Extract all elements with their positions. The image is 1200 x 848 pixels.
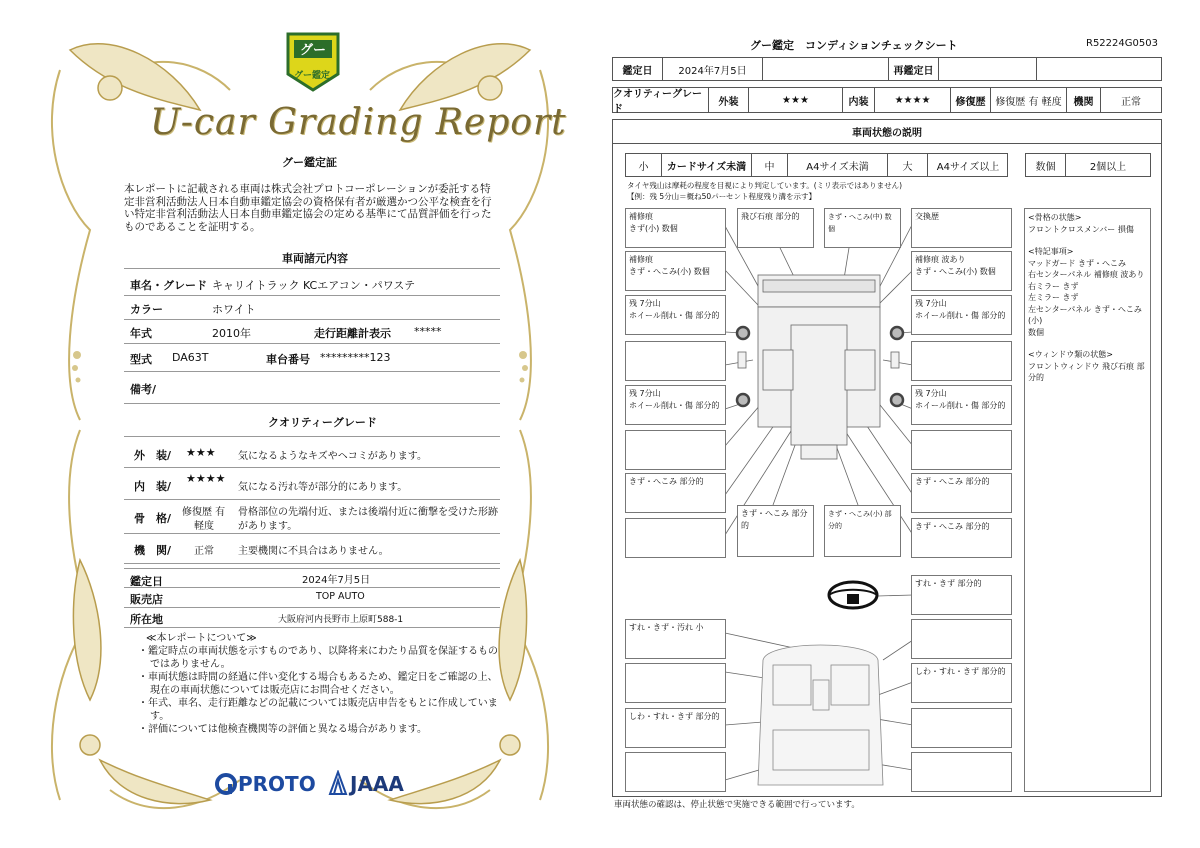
report-subtitle: グー鑑定証 xyxy=(282,156,337,169)
callout-right-tailgate: きず・へこみ 部分的 xyxy=(911,518,1012,558)
tire-note-2: 【例：残 5分山＝概ね50パーセント程度残り溝を示す】 xyxy=(627,192,817,201)
type-label: 型式 xyxy=(130,353,152,366)
callout-interior-seat-left: しわ・すれ・きず 部分的 xyxy=(625,708,726,748)
repair-label: 修復歴 xyxy=(951,88,991,112)
note-item: ・年式、車名、走行距離などの記載については販売店申告をもとに作成しています。 xyxy=(138,698,498,722)
callout-interior-right: しわ・すれ・きず 部分的 xyxy=(911,663,1012,703)
side-note-line: 数個 xyxy=(1028,327,1044,337)
interior-label: 内 装/ xyxy=(134,480,172,493)
callout-front-right: 交換歴 xyxy=(911,208,1012,248)
frame-value-2: 軽度 xyxy=(194,521,214,532)
count-label: 数個 xyxy=(1026,154,1066,176)
note-item: ・評価については他検査機関等の評価と異なる場合があります。 xyxy=(138,724,427,735)
callout-interior-seat-right xyxy=(911,708,1012,748)
repair-value: 修復歴 有 軽度 xyxy=(991,88,1067,112)
callout-interior-rear-left xyxy=(625,752,726,792)
appraisal-date-value: 2024年7月5日 xyxy=(302,575,371,586)
side-notes-panel xyxy=(1024,208,1151,792)
callout-rear-center-right: きず・へこみ(小) 部分的 xyxy=(824,505,901,557)
frame-value-1: 修復歴 有 xyxy=(182,507,226,518)
side-note-line: フロントウィンドウ 飛び石痕 部分的 xyxy=(1028,361,1145,382)
steering-wheel-icon xyxy=(829,582,877,608)
callout-front-center-left: 飛び石痕 部分的 xyxy=(737,208,814,248)
callout-rear-center-left: きず・へこみ 部分的 xyxy=(737,505,814,557)
quality-row-frame xyxy=(124,500,500,534)
address-value: 大阪府河内長野市上原町588-1 xyxy=(278,615,404,625)
color-label: カラー xyxy=(130,303,163,316)
callout-interior-left xyxy=(625,663,726,703)
model-value: キャリイトラック KCエアコン・パワステ xyxy=(212,279,416,292)
spec-row-year xyxy=(124,320,500,344)
side-note-line: 左ミラー きず xyxy=(1028,293,1079,302)
report-title: U-car Grading Report xyxy=(150,102,567,143)
sheet-id: R52224G0503 xyxy=(1086,38,1158,49)
engine-label: 機 関/ xyxy=(134,544,172,557)
engine-value: 正常 xyxy=(1121,96,1141,108)
side-note-line: <特記事項> xyxy=(1028,247,1074,256)
dealer-label: 販売店 xyxy=(130,593,163,606)
callout-right-rear-wheel: 残 7分山 ホイール削れ・傷 部分的 xyxy=(911,385,1012,425)
condition-panel xyxy=(612,119,1162,797)
sheet-title: グー鑑定 コンディションチェックシート xyxy=(750,39,958,52)
date-label: 鑑定日 xyxy=(613,58,663,80)
frame-comment-2: があります。 xyxy=(238,521,298,532)
grade-row xyxy=(612,87,1162,113)
address-row xyxy=(124,608,500,628)
appraisal-date-label: 鑑定日 xyxy=(130,575,163,588)
note-item: ・車両状態は時間の経過に伴い変化する場合もあるため、鑑定日をご確認の上、現在の車両状態については販売店にお問合せください。 xyxy=(138,672,498,696)
mileage-value: ***** xyxy=(414,325,442,338)
callout-right-bed xyxy=(911,430,1012,470)
chassis-label: 車台番号 xyxy=(266,353,310,366)
side-note-line: 左センターパネル きず・へこみ(小) xyxy=(1028,304,1142,325)
notes-heading: ≪本レポートについて≫ xyxy=(146,633,257,644)
note-item: ・鑑定時点の車両状態を示すものであり、以降将来にわたり品質を保証するものではありません。 xyxy=(138,646,498,670)
dealer-row xyxy=(124,588,500,608)
size-large-desc: A4サイズ以上 xyxy=(936,161,1000,173)
exterior-label: 外 装/ xyxy=(134,449,172,462)
size-small-desc: カードサイズ未満 xyxy=(662,154,752,176)
color-value: ホワイト xyxy=(212,303,256,316)
spec-row-type xyxy=(124,344,500,372)
jaaa-brand: JAAA xyxy=(350,772,404,796)
report-notes xyxy=(138,632,498,736)
callout-interior-front-left: すれ・きず・汚れ 小 xyxy=(625,619,726,659)
redate-label: 再鑑定日 xyxy=(889,58,939,80)
side-note-line: <ウィンドウ類の状態> xyxy=(1028,350,1113,359)
callout-right-rear: きず・へこみ 部分的 xyxy=(911,473,1012,513)
callout-steering: すれ・きず 部分的 xyxy=(911,575,1012,615)
quality-row-exterior xyxy=(124,436,500,468)
engine-value: 正常 xyxy=(194,546,214,557)
exterior-comment: 気になるようなキズやヘコミがあります。 xyxy=(238,451,427,462)
svg-text:グー: グー xyxy=(299,43,327,58)
interior-comment: 気になる汚れ等が部分的にあります。 xyxy=(238,482,408,493)
proto-brand: PROTO xyxy=(238,772,316,796)
logo-text: グー鑑定 xyxy=(294,71,331,81)
quality-heading: クオリティーグレード xyxy=(268,416,377,429)
callout-right-front-wheel: 残 7分山 ホイール削れ・傷 部分的 xyxy=(911,295,1012,335)
size-small: 小 xyxy=(626,154,662,176)
callout-right-door xyxy=(911,341,1012,381)
frame-comment-1: 骨格部位の先端付近、または後端付近に衝撃を受けた形跡 xyxy=(238,507,498,518)
size-large: 大 xyxy=(888,154,928,176)
side-note-line: <骨格の状態> xyxy=(1028,213,1082,222)
remarks-label: 備考/ xyxy=(130,383,157,396)
side-note-line: フロントクロスメンバー 損傷 xyxy=(1028,224,1134,234)
callout-right-fender: 補修痕 波あり きず・へこみ(小) 数個 xyxy=(911,251,1012,291)
sheet-footer: 車両状態の確認は、停止状態で実施できる範囲で行っています。 xyxy=(614,800,860,810)
int-label: 内装 xyxy=(843,88,875,112)
callout-front-left: 補修痕 きず(小) 数個 xyxy=(625,208,726,248)
interior-stars: ★★★★ xyxy=(186,472,226,485)
dealer-value: TOP AUTO xyxy=(316,591,365,602)
intro-text: 本レポートに記載される車両は株式会社プロトコーポレーションが委託する特定非営利活動法人日本自動車鑑定協会の資格保有者が厳選かつ公平な検査を行い特定非営利活動法人日本自動車鑑定協会の定める基準にて品質評価を行ったものであることを証明する。 xyxy=(124,183,492,233)
callout-left-rear: きず・へこみ 部分的 xyxy=(625,473,726,513)
model-label: 車名・グレード xyxy=(130,279,207,292)
quality-row-engine xyxy=(124,534,500,564)
side-note-line: 右ミラー きず xyxy=(1028,281,1079,291)
callout-left-front-wheel: 残 7分山 ホイール削れ・傷 部分的 xyxy=(625,295,726,335)
goo-appraisal-logo xyxy=(284,30,342,94)
size-mid-desc: A4サイズ未満 xyxy=(788,154,888,176)
type-value: DA63T xyxy=(172,351,209,364)
spec-row-remarks xyxy=(124,372,500,404)
tire-note-1: タイヤ残山は摩耗の程度を目視により判定しています。(ミリ表示ではありません) xyxy=(627,181,903,190)
side-note-line: 右センターパネル 補修痕 波あり xyxy=(1028,270,1145,279)
date-blank xyxy=(763,58,889,80)
spec-heading: 車両諸元内容 xyxy=(282,252,348,265)
callout-left-tailgate xyxy=(625,518,726,558)
ext-label: 外装 xyxy=(709,88,749,112)
year-value: 2010年 xyxy=(212,327,251,340)
appraisal-date-row xyxy=(124,568,500,588)
address-label: 所在地 xyxy=(130,613,163,626)
quality-row-interior xyxy=(124,468,500,500)
redate-value xyxy=(939,58,1037,80)
date-row xyxy=(612,57,1162,81)
callout-left-door xyxy=(625,341,726,381)
jaaa-logo-icon xyxy=(328,770,348,796)
date-value: 2024年7月5日 xyxy=(663,58,763,80)
year-label: 年式 xyxy=(130,327,152,340)
condition-check-sheet xyxy=(600,0,1200,848)
grade-label: クオリティーグレード xyxy=(613,88,709,112)
condition-heading: 車両状態の説明 xyxy=(613,120,1161,144)
spec-row-model xyxy=(124,268,500,296)
count-legend xyxy=(1025,153,1151,177)
engine-label: 機関 xyxy=(1067,88,1101,112)
callout-left-fender: 補修痕 きず・へこみ(小) 数個 xyxy=(625,251,726,291)
callout-left-rear-wheel: 残 7分山 ホイール削れ・傷 部分的 xyxy=(625,385,726,425)
ext-value: ★★★ xyxy=(749,88,843,112)
size-mid: 中 xyxy=(752,154,788,176)
proto-logo-icon xyxy=(214,772,238,796)
engine-comment: 主要機関に不具合はありません。 xyxy=(238,546,389,557)
count-value: 2個以上 xyxy=(1089,161,1127,173)
callout-front-center-right: きず・へこみ(中) 数個 xyxy=(824,208,901,248)
int-value: ★★★★ xyxy=(875,88,951,112)
exterior-stars: ★★★ xyxy=(186,446,216,459)
callout-left-bed xyxy=(625,430,726,470)
callout-interior-front-right xyxy=(911,619,1012,659)
side-note-line: マッドガード きず・へこみ xyxy=(1028,258,1126,268)
frame-label: 骨 格/ xyxy=(134,512,172,525)
callout-interior-rear-right xyxy=(911,752,1012,792)
mileage-label: 走行距離計表示 xyxy=(314,327,391,340)
chassis-value: *********123 xyxy=(320,351,391,364)
spec-row-color xyxy=(124,296,500,320)
